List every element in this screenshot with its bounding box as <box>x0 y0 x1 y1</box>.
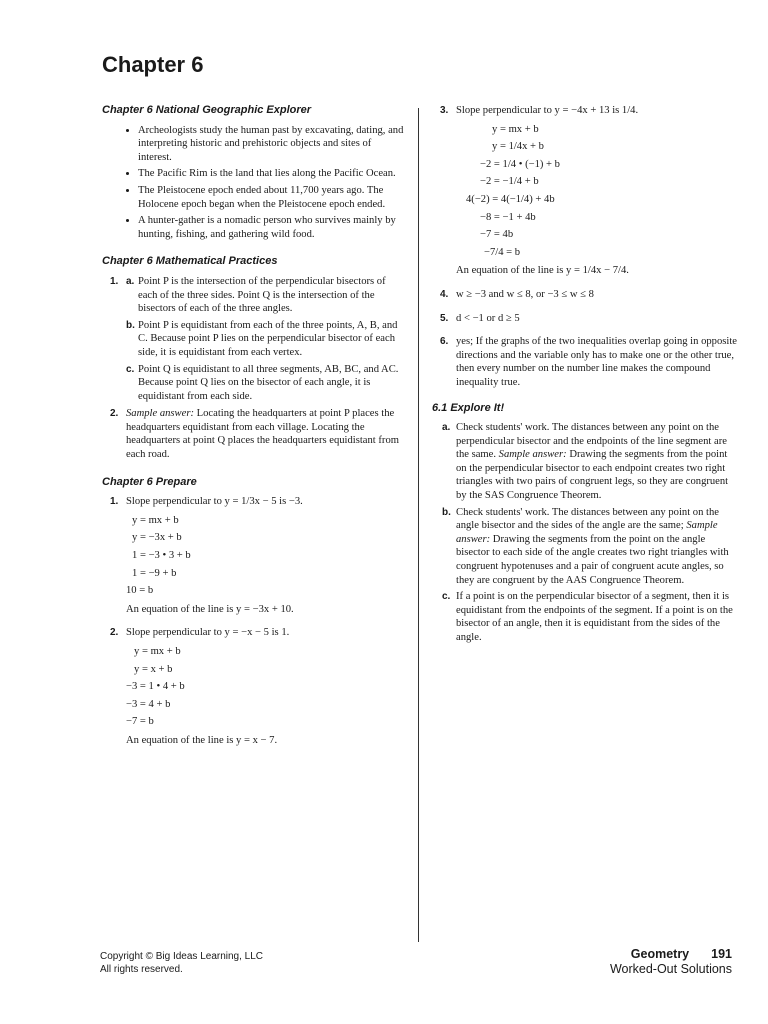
equation-list <box>456 121 737 262</box>
equation-line: y = 1/4x + b <box>492 141 544 153</box>
equation-line: y = −3x + b <box>132 532 182 544</box>
prepare-1-conclusion: An equation of the line is y = −3x + 10. <box>126 603 294 615</box>
list-item: • The Pacific Rim is the land that lies along the Pacific Ocean. <box>138 167 407 181</box>
explore-heading: 6.1 Explore It! <box>432 401 505 414</box>
prepare-heading: Chapter 6 Prepare <box>102 475 197 488</box>
explore-b <box>432 506 737 588</box>
item-number: 5. <box>440 312 449 324</box>
practice-2-text: Locating the headquarters at point P places the headquarters equidistant from each village. Locating the headquarters at point Q places the headquarters equidistant from each road. <box>126 408 399 461</box>
left-column <box>102 104 407 752</box>
practices-heading: Chapter 6 Mathematical Practices <box>102 255 278 268</box>
equation-line: −3 = 1 • 4 + b <box>126 681 185 693</box>
equation-line: −7 = b <box>126 716 154 728</box>
explore-a <box>432 421 737 503</box>
prepare-3-conclusion: An equation of the line is y = 1/4x − 7/4. <box>456 265 629 277</box>
equation-line: 4(−2) = 4(−1/4) + 4b <box>466 193 555 205</box>
equation-line: y = mx + b <box>134 646 181 657</box>
sample-answer-label: Sample answer: <box>126 408 194 420</box>
prepare-1-intro: Slope perpendicular to y = 1/3x − 5 is −3. <box>126 496 303 508</box>
prepare-2 <box>102 626 407 747</box>
practice-1c-text: Point Q is equidistant to all three segments, AB, BC, and AC. Because point Q lies on the bisector of each angle, it is equidistant from each side. <box>138 363 399 402</box>
item-number: 2. <box>110 408 119 420</box>
equation-list <box>126 512 407 600</box>
item-number: 3. <box>440 105 449 116</box>
equation-line: −7/4 = b <box>484 246 521 258</box>
item-letter: b. <box>442 506 451 518</box>
copyright <box>100 950 263 976</box>
sample-answer-label: Sample answer: <box>498 449 567 461</box>
equation-line: −2 = 1/4 • (−1) + b <box>480 158 560 170</box>
explore-b-pre: Check students' work. The distances between any point on the angle bisector and the sides of the angle are the same; <box>456 506 719 532</box>
equation-line: −3 = 4 + b <box>126 698 171 710</box>
equation-list <box>126 643 407 731</box>
equation-line: 1 = −3 • 3 + b <box>132 550 191 562</box>
equation-line: −8 = −1 + 4b <box>480 211 536 223</box>
explore-a-pre: Check students' work. The distances between any point on the perpendicular bisector and the endpoints of the line segment are the same. <box>456 422 727 461</box>
equation-line: y = mx + b <box>132 514 179 526</box>
prepare-4 <box>432 288 737 302</box>
practice-1 <box>102 275 407 403</box>
explore-c-text: If a point is on the perpendicular bisector of a segment, then it is equidistant from the endpoints of the segment. If a point is on the bisector of an angle, then it is equidistant from the sides of the angle. <box>456 591 733 643</box>
explore-a-post: Drawing the segments from the point on the perpendicular bisector to each endpoint creates two right triangles with two pairs of congruent legs, so they are congruent by the SAS Congruence Theorem. <box>456 449 729 502</box>
prepare-5-text: d < −1 or d ≥ 5 <box>456 312 520 324</box>
item-letter: c. <box>126 363 135 375</box>
item-letter: b. <box>126 319 135 331</box>
page-footer <box>610 947 732 977</box>
explore-c <box>432 590 737 644</box>
copyright-line: Copyright © Big Ideas Learning, LLC <box>100 951 264 962</box>
list-item: • The Pleistocene epoch ended about 11,700 years ago. The Holocene epoch began when the Pleistocene epoch ended. <box>138 184 407 211</box>
practice-1b-text: Point P is equidistant from each of the three points, A, B, and C. Because point P lies on the perpendicular bisector of each side, it is equidistant from each vertex. <box>138 319 398 358</box>
page-title: Chapter 6 <box>102 52 204 77</box>
item-letter: a. <box>126 275 135 287</box>
prepare-6-text: yes; If the graphs of the two inequalities overlap going in opposite directions and the variable only has to make one or the other true, then every number on the number line makes the compound inequality true. <box>456 336 737 388</box>
prepare-1 <box>102 495 407 616</box>
list-item: • A hunter-gather is a nomadic person who survives mainly by hunting, fishing, and gathering wild food. <box>138 214 407 241</box>
prepare-2-conclusion: An equation of the line is y = x − 7. <box>126 734 278 746</box>
item-number: 1. <box>110 496 119 508</box>
item-number: 1. <box>110 275 119 287</box>
item-number: 2. <box>110 627 119 639</box>
item-number: 4. <box>440 288 449 300</box>
equation-line: 10 = b <box>126 585 154 597</box>
book-title: Geometry <box>630 947 690 961</box>
equation-line: −7 = 4b <box>480 229 514 241</box>
practice-1c <box>102 363 407 404</box>
prepare-3-intro: Slope perpendicular to y = −4x + 13 is 1/4. <box>456 105 639 116</box>
explorer-heading: Chapter 6 National Geographic Explorer <box>102 104 312 116</box>
practice-2 <box>102 407 407 461</box>
rights-line: All rights reserved. <box>100 964 183 975</box>
equation-line: y = x + b <box>134 663 173 675</box>
prepare-4-text: w ≥ −3 and w ≤ 8, or −3 ≤ w ≤ 8 <box>456 288 594 300</box>
equation-line: 1 = −9 + b <box>132 567 177 579</box>
item-letter: c. <box>442 591 451 603</box>
column-divider <box>418 108 419 942</box>
equation-line: −2 = −1/4 + b <box>480 176 539 188</box>
practice-1a-text: Point P is the intersection of the perpendicular bisectors of each of the three sides. Point Q is the intersection of the bisectors of each of the three angles. <box>138 275 386 315</box>
page-number: 191 <box>711 947 732 961</box>
item-number: 6. <box>440 336 449 348</box>
prepare-2-intro: Slope perpendicular to y = −x − 5 is 1. <box>126 627 290 639</box>
equation-line: y = mx + b <box>492 123 539 135</box>
sample-answer-label: Sample answer: <box>456 520 718 545</box>
right-column <box>432 104 737 648</box>
explore-b-post: Drawing the segments from the point on the angle bisector to each side of the angle creates two right triangles with congruent hypotenuses and a pair of congruent acute angles, so they are congruent by the AAS Congruence Theorem. <box>456 533 729 586</box>
list-item: • Archeologists study the human past by excavating, dating, and interpreting historic and prehistoric objects and sites of interest. <box>138 124 407 165</box>
prepare-5 <box>432 312 737 326</box>
practice-1a <box>102 275 407 316</box>
explorer-list <box>102 124 407 242</box>
item-letter: a. <box>442 422 451 434</box>
book-subtitle: Worked-Out Solutions <box>609 962 732 976</box>
prepare-3 <box>432 104 737 278</box>
prepare-6 <box>432 335 737 389</box>
practice-1b <box>102 319 407 360</box>
